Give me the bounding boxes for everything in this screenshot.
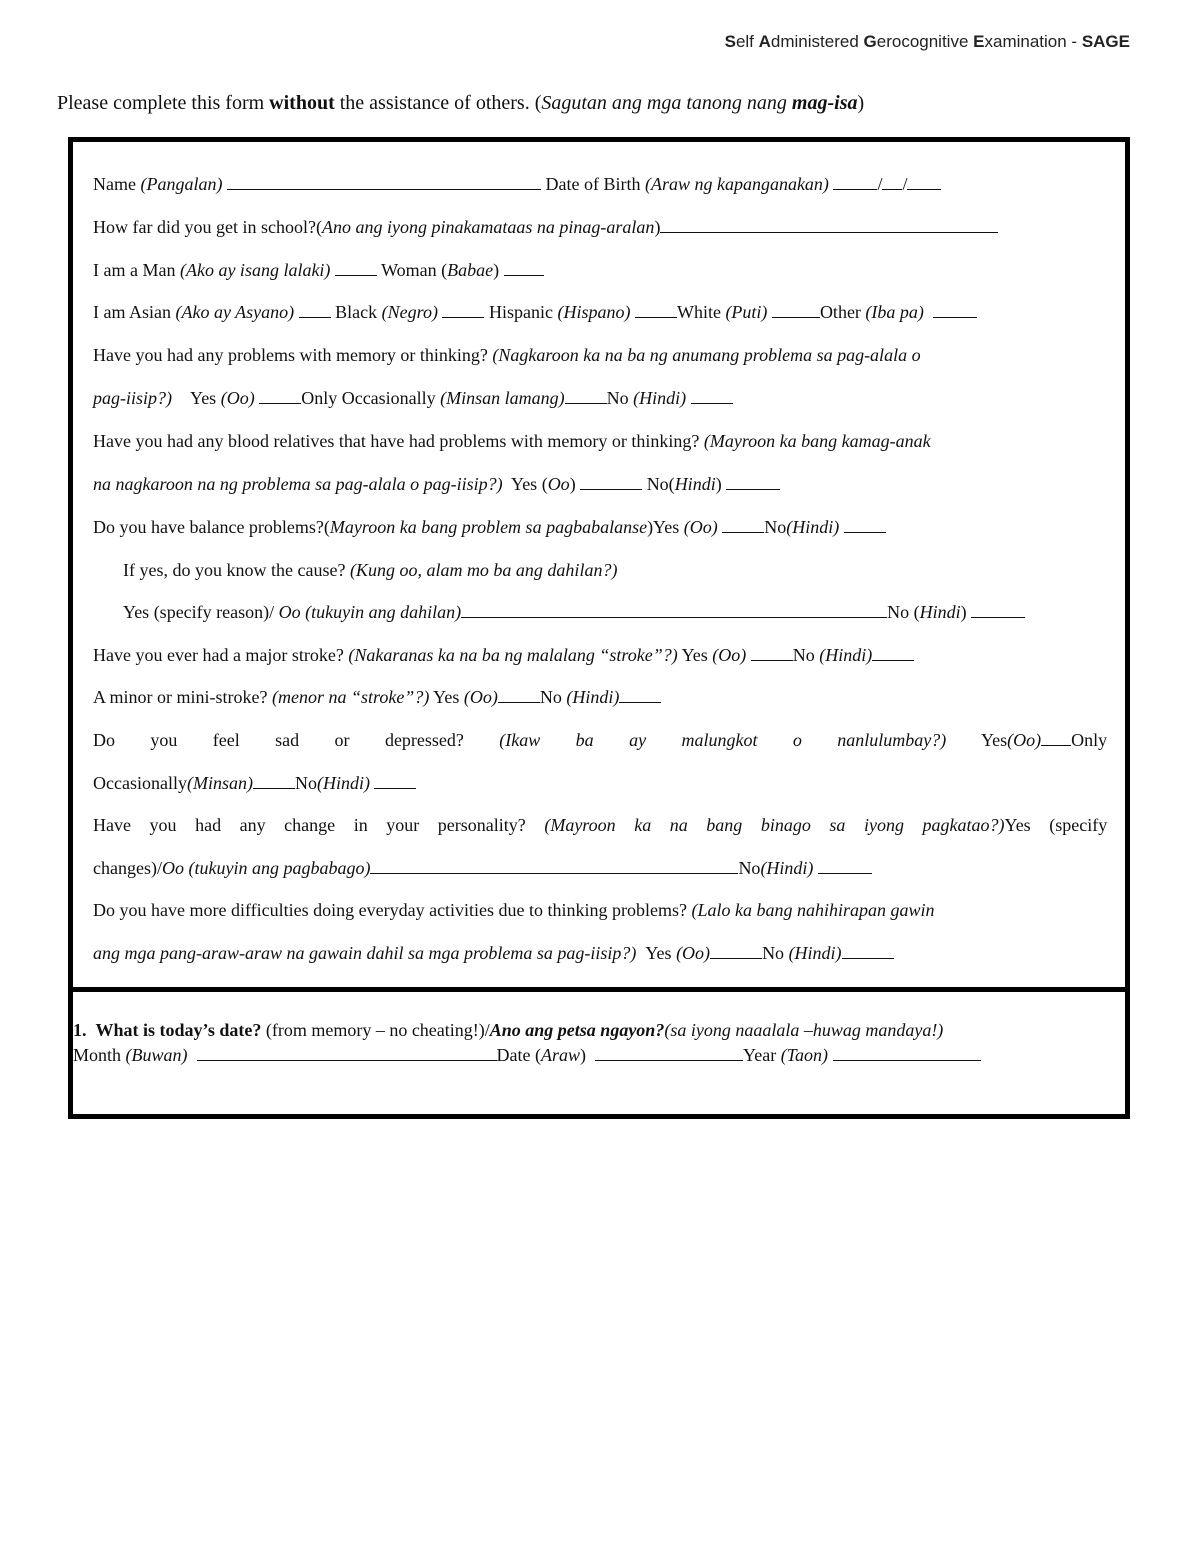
sad-row-2: Occasionally(Minsan) No(Hindi) [93,772,1107,794]
cause-row: If yes, do you know the cause? (Kung oo, alam mo ba ang dahilan?) [123,560,618,580]
relatives-row-1: Have you had any blood relatives that have had problems with memory or thinking? (Mayroon ka bang kamag-anak [93,431,931,451]
ministroke-yes-field[interactable] [498,688,540,703]
ministroke-row: A minor or mini-stroke? (menor na “stroke”?) Yes (Oo) No (Hindi) [93,686,1107,708]
question-1-box [68,988,1130,1119]
dob-month-field[interactable] [833,175,877,190]
memory-occasionally-field[interactable] [565,389,607,404]
balance-no-field[interactable] [844,518,886,533]
date-field[interactable] [595,1046,743,1061]
other-field[interactable] [933,303,977,318]
activities-row-2: ang mga pang-araw-araw na gawain dahil sa mga problema sa pag-iisip?) Yes (Oo) No (Hindi) [93,942,1107,964]
personality-row-2: changes)/Oo (tukuyin ang pagbabago) No(Hindi) [93,857,1107,879]
demographics-box [68,137,1130,990]
relatives-yes-field[interactable] [580,475,642,490]
stroke-row: Have you ever had a major stroke? (Nakaranas ka na ba ng malalang “stroke”?) Yes (Oo) No (Hindi) [93,644,1107,666]
sad-no-field[interactable] [374,774,416,789]
relatives-no-field[interactable] [726,475,780,490]
relatives-row-2: na nagkaroon na ng problema sa pag-alala o pag-iisip?) Yes (Oo) No(Hindi) [93,473,1107,495]
memory-no-field[interactable] [691,389,733,404]
year-field[interactable] [833,1046,981,1061]
memory-row-1: Have you had any problems with memory or thinking? (Nagkaroon ka na ba ng anumang problema sa pag-alala o [93,345,921,365]
hispanic-field[interactable] [635,303,677,318]
memory-yes-field[interactable] [259,389,301,404]
sad-occasionally-field[interactable] [253,774,295,789]
memory-row-2: pag-iisip?) Yes (Oo) Only Occasionally (Minsan lamang) No (Hindi) [93,387,1107,409]
black-field[interactable] [442,303,484,318]
reason-row: Yes (specify reason)/ Oo (tukuyin ang dahilan) No (Hindi) [123,601,1107,623]
activities-row-1: Do you have more difficulties doing everyday activities due to thinking problems? (Lalo ka bang nahihirapan gawin [93,900,935,920]
balance-yes-field[interactable] [722,518,764,533]
reason-no-field[interactable] [971,603,1025,618]
white-field[interactable] [772,303,820,318]
document-header: Self Administered Gerocognitive Examination - SAGE [724,32,1130,51]
race-row: I am Asian (Ako ay Asyano) Black (Negro) Hispanic (Hispano) White (Puti) Other (Iba pa) [93,301,1107,323]
school-row: How far did you get in school?(Ano ang iyong pinakamataas na pinag-aralan) [93,216,1107,238]
school-field[interactable] [660,218,998,233]
stroke-no-field[interactable] [872,646,914,661]
activities-yes-field[interactable] [710,944,762,959]
personality-row-1: Have you had any change in your personality? (Mayroon ka na bang binago sa iyong pagkatao?)Yes (specify [93,815,1108,835]
sad-yes-field[interactable] [1041,731,1071,746]
ministroke-no-field[interactable] [619,688,661,703]
name-field[interactable] [227,175,541,190]
question-1-answers: Month (Buwan) Date (Araw) Year (Taon) [73,1045,981,1066]
instructions: Please complete this form without the assistance of others. (Sagutan ang mga tanong nang mag-isa) [57,92,865,114]
dob-year-field[interactable] [907,175,941,190]
sad-row-1: Do you feel sad or depressed? (Ikaw ba ay malungkot o nanlulumbay?) Yes(Oo) Only [93,730,1108,750]
reason-field[interactable] [461,603,887,618]
sex-row: I am a Man (Ako ay isang lalaki) Woman (Babae) [93,259,1107,281]
activities-no-field[interactable] [842,944,894,959]
man-field[interactable] [335,261,377,276]
asian-field[interactable] [299,303,331,318]
balance-row: Do you have balance problems?(Mayroon ka bang problem sa pagbabalanse)Yes (Oo) No(Hindi) [93,516,1107,538]
personality-changes-field[interactable] [370,859,738,874]
dob-day-field[interactable] [882,175,902,190]
woman-field[interactable] [504,261,544,276]
name-row: Name (Pangalan) Date of Birth (Araw ng kapanganakan) / / [93,173,1107,195]
personality-no-field[interactable] [818,859,872,874]
month-field[interactable] [197,1046,497,1061]
question-1-prompt: 1. What is today’s date? (from memory – no cheating!)/Ano ang petsa ngayon?(sa iyong naaalala –huwag mandaya!) [73,1020,944,1040]
stroke-yes-field[interactable] [751,646,793,661]
